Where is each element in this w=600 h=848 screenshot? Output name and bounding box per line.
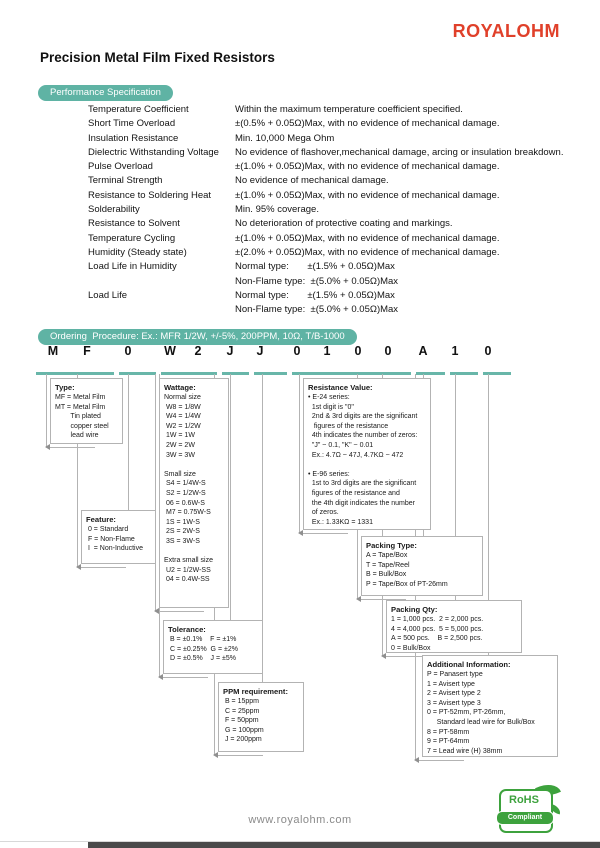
box-line: A = 500 pcs. B = 2,500 pcs. (391, 635, 483, 643)
spec-value (235, 103, 593, 117)
box-line: 2W = 2W (164, 441, 195, 449)
spec-row (88, 132, 593, 146)
arrow-left-icon (213, 752, 218, 758)
code-underline (416, 372, 445, 375)
ordering-code-char: F (83, 344, 91, 358)
box-line: 8 = PT-58mm (427, 728, 470, 736)
box-line: P = Tape/Box of PT-26mm (366, 580, 448, 588)
royalohm-logo: ROYALOHM (452, 21, 560, 41)
box-line: 1W = 1W (164, 432, 195, 440)
spec-value-line: Normal type: ±(1.5% + 0.05Ω)Max (235, 261, 395, 273)
ordering-box-packing_qty (386, 600, 522, 653)
box-line: W4 = 1/4W (164, 413, 201, 421)
box-line: 1 = 1,000 pcs. 2 = 2,000 pcs. (391, 616, 484, 623)
spec-value (235, 246, 593, 260)
box-line: • E-96 series: (308, 470, 350, 478)
box-line: B = 15ppm (223, 698, 259, 705)
box-line: F = 50ppm (223, 717, 259, 725)
box-line: 1 = Avisert type (427, 680, 475, 688)
arrow-left-icon (76, 564, 81, 570)
code-underline (292, 372, 411, 375)
box-line: 3W = 3W (164, 451, 195, 459)
ordering-box-tolerance (163, 620, 263, 674)
box-line: B = Bulk/Box (366, 571, 407, 579)
spec-value-line: ±(0.5% + 0.05Ω)Max, with no evidence of mechanical damage. (235, 118, 500, 130)
performance-spec-table (88, 103, 593, 317)
box-title: Packing Qty: (391, 605, 438, 614)
box-line: copper steel (55, 422, 109, 430)
box-line: U2 = 1/2W-SS (164, 566, 211, 574)
arrow-left-icon (414, 757, 419, 763)
ordering-code-char: J (256, 344, 264, 358)
spec-value (235, 203, 593, 217)
connector-line (299, 374, 300, 533)
ordering-code-char: A (418, 344, 428, 358)
box-line: MT = Metal Film (55, 403, 106, 411)
connector-line (155, 374, 156, 611)
spec-value-line: ±(1.0% + 0.05Ω)Max, with no evidence of mechanical damage. (235, 161, 500, 173)
box-line: 06 = 0.6W-S (164, 499, 205, 507)
ordering-box-packing_type (361, 536, 483, 596)
box-line: M7 = 0.75W-S (164, 509, 211, 517)
connector-line (128, 374, 129, 510)
box-line: J = 200ppm (223, 736, 262, 744)
spec-value-line: No evidence of flashover,mechanical damage, arcing or insulation breakdown. (235, 146, 564, 158)
box-line: F = Non-Flame (86, 535, 135, 543)
connector-line (162, 677, 208, 678)
spec-value (235, 146, 593, 160)
box-line: 3S = 3W-S (164, 537, 200, 545)
spec-label: Temperature Coefficient (88, 104, 189, 115)
spec-value (235, 160, 593, 174)
spec-value-line: Non-Flame type: ±(5.0% + 0.05Ω)Max (235, 304, 399, 316)
spec-label: Humidity (Steady state) (88, 246, 187, 258)
spec-label: Temperature Cycling (88, 232, 176, 244)
connector-line (46, 374, 47, 447)
spec-value-line: Min. 95% coverage. (235, 204, 319, 216)
arrow-left-icon (45, 444, 50, 450)
spec-row (88, 260, 593, 289)
box-line: lead wire (55, 432, 99, 440)
spec-label: Pulse Overload (88, 161, 153, 173)
spec-value (235, 132, 593, 146)
ordering-code-char: M (47, 344, 59, 358)
rohs-compliant-badge (499, 787, 561, 833)
arrow-left-icon (298, 530, 303, 536)
box-line: 2S = 2W-S (164, 528, 200, 536)
ordering-box-type (50, 378, 123, 444)
ordering-code-char: W (164, 344, 176, 358)
box-title: Resistance Value: (308, 383, 373, 392)
box-title: Type: (55, 383, 75, 392)
spec-row (88, 203, 593, 217)
spec-label: Solderability (88, 204, 140, 216)
box-line: 1st to 3rd digits are the significant (308, 480, 417, 488)
box-title: Packing Type: (366, 541, 417, 550)
spec-row (88, 146, 593, 160)
spec-label: Resistance to Soldering Heat (88, 189, 212, 201)
box-line: the 4th digit indicates the number (308, 499, 416, 507)
box-line: 4th indicates the number of zeros: (308, 432, 418, 440)
box-title: Additional Information: (427, 660, 511, 669)
box-line (164, 547, 224, 557)
connector-line (418, 760, 464, 761)
connector-line (80, 567, 126, 568)
ordering-code-char: 0 (484, 344, 492, 358)
spec-label: Load Life in Humidity (88, 261, 177, 273)
box-line: W2 = 1/2W (164, 422, 201, 430)
box-line: figures of the resistance (308, 422, 389, 430)
rohs-badge-subtitle: Compliant (496, 811, 554, 825)
box-line: 3 = Avisert type 3 (427, 699, 481, 707)
arrow-left-icon (154, 608, 159, 614)
box-line: 0 = PT-52mm, PT-26mm, (427, 709, 506, 717)
ordering-box-wattage (159, 378, 229, 608)
spec-row (88, 160, 593, 174)
spec-value-line: No deterioration of protective coating and markings. (235, 218, 453, 230)
arrow-left-icon (356, 596, 361, 602)
performance-section-header: Performance Specification (38, 85, 173, 101)
spec-value (235, 289, 593, 318)
box-line: • E-24 series: (308, 394, 350, 401)
ordering-section-header: Ordering Procedure: Ex.: MFR 1/2W, +/-5%, 200PPM, 10Ω, T/B-1000 (38, 329, 357, 345)
box-line: 4 = 4,000 pcs. 5 = 5,000 pcs. (391, 625, 484, 633)
spec-value-line: ±(1.0% + 0.05Ω)Max, with no evidence of mechanical damage. (235, 189, 500, 201)
ordering-code-char: 0 (384, 344, 392, 358)
ordering-code-char: 0 (293, 344, 301, 358)
arrow-left-icon (381, 653, 386, 659)
box-line: A = Tape/Box (366, 552, 408, 559)
box-line: MF = Metal Film (55, 394, 106, 401)
spec-row (88, 232, 593, 246)
spec-value (235, 217, 593, 231)
spec-label: Load Life (88, 289, 128, 301)
box-line: S4 = 1/4W-S (164, 480, 206, 488)
ordering-code-char: 1 (323, 344, 331, 358)
spec-value (235, 232, 593, 246)
code-underline (254, 372, 287, 375)
spec-value-line: Within the maximum temperature coefficient specified. (235, 104, 463, 115)
box-line: 2 = Avisert type 2 (427, 690, 481, 698)
ordering-code-char: 2 (194, 344, 202, 358)
spec-value (235, 189, 593, 203)
box-line: Ex.: 1.33KΩ = 1331 (308, 518, 373, 526)
box-title: Tolerance: (168, 625, 206, 634)
box-line: C = 25ppm (223, 707, 260, 715)
footer-bar (88, 842, 600, 848)
ordering-box-feature (81, 510, 156, 564)
connector-line (302, 533, 348, 534)
box-line (308, 460, 426, 470)
spec-row (88, 174, 593, 188)
box-line: P = Panasert type (427, 671, 483, 678)
box-line: 9 = PT-64mm (427, 738, 470, 746)
spec-row (88, 246, 593, 260)
spec-label: Dielectric Withstanding Voltage (88, 146, 219, 158)
box-line: Standard lead wire for Bulk/Box (427, 718, 535, 726)
spec-value (235, 117, 593, 131)
box-line: 7 = Lead wire (H) 38mm (427, 747, 503, 755)
spec-value-line: Non-Flame type: ±(5.0% + 0.05Ω)Max (235, 275, 399, 287)
box-line: 2nd & 3rd digits are the significant (308, 413, 418, 421)
spec-value-line: ±(2.0% + 0.05Ω)Max, with no evidence of mechanical damage. (235, 246, 500, 258)
box-title: Wattage: (164, 383, 196, 392)
box-line: Small size (164, 470, 196, 478)
ordering-code-char: 0 (124, 344, 132, 358)
box-line: 0 = Bulk/Box (391, 644, 431, 652)
box-line: W8 = 1/8W (164, 403, 201, 411)
ordering-code-char: 1 (451, 344, 459, 358)
spec-label: Short Time Overload (88, 118, 176, 130)
code-underline (119, 372, 156, 375)
arrow-left-icon (158, 674, 163, 680)
code-underline (222, 372, 249, 375)
box-line: figures of the resistance and (308, 489, 400, 497)
ordering-box-ppm (218, 682, 304, 752)
spec-value-line: Normal type: ±(1.5% + 0.05Ω)Max (235, 289, 395, 301)
spec-label: Terminal Strength (88, 175, 163, 187)
spec-row (88, 217, 593, 231)
spec-value (235, 174, 593, 188)
box-line: Tin plated (55, 413, 101, 421)
box-title: PPM requirement: (223, 687, 288, 696)
box-line: C = ±0.25% G = ±2% (168, 645, 238, 653)
code-underline (161, 372, 217, 375)
rohs-badge-title: RoHS (509, 794, 539, 806)
box-line: D = ±0.5% J = ±5% (168, 655, 236, 663)
ordering-box-additional (422, 655, 558, 757)
connector-line (49, 447, 95, 448)
spec-label: Resistance to Solvent (88, 218, 180, 230)
connector-line (158, 611, 204, 612)
ordering-code-char: 0 (354, 344, 362, 358)
box-line: Extra small size (164, 557, 214, 565)
website-url: www.royalohm.com (248, 814, 352, 826)
box-line: 1S = 1W-S (164, 518, 200, 526)
spec-value-line: ±(1.0% + 0.05Ω)Max, with no evidence of mechanical damage. (235, 232, 500, 244)
box-line: 04 = 0.4W-SS (164, 576, 210, 584)
connector-line (217, 755, 263, 756)
spec-row (88, 103, 593, 117)
ordering-box-resistance (303, 378, 431, 530)
box-line (164, 460, 224, 470)
spec-row (88, 117, 593, 131)
box-line: 1st digit is "0" (308, 403, 354, 411)
code-underline (36, 372, 114, 375)
page-title: Precision Metal Film Fixed Resistors (40, 50, 275, 65)
spec-row (88, 289, 593, 318)
spec-label: Insulation Resistance (88, 132, 179, 144)
box-line: "J" ~ 0.1, "K" ~ 0.01 (308, 441, 374, 449)
box-line: I = Non-Inductive (86, 545, 144, 553)
spec-value-line: No evidence of mechanical damage. (235, 175, 389, 187)
box-line: B = ±0.1% F = ±1% (168, 636, 237, 643)
box-line: Ex.: 4.7Ω ~ 47J, 4.7KΩ ~ 472 (308, 451, 404, 459)
box-line: T = Tape/Reel (366, 561, 410, 569)
spec-value (235, 260, 593, 289)
spec-value-line: Min. 10,000 Mega Ohm (235, 132, 335, 144)
box-line: S2 = 1/2W-S (164, 489, 206, 497)
box-line: 0 = Standard (86, 526, 129, 533)
box-title: Feature: (86, 515, 116, 524)
box-line: of zeros. (308, 509, 339, 517)
box-line: Normal size (164, 394, 201, 401)
connector-line (230, 374, 231, 620)
ordering-code-char: J (226, 344, 234, 358)
box-line: G = 100ppm (223, 726, 264, 734)
spec-row (88, 189, 593, 203)
